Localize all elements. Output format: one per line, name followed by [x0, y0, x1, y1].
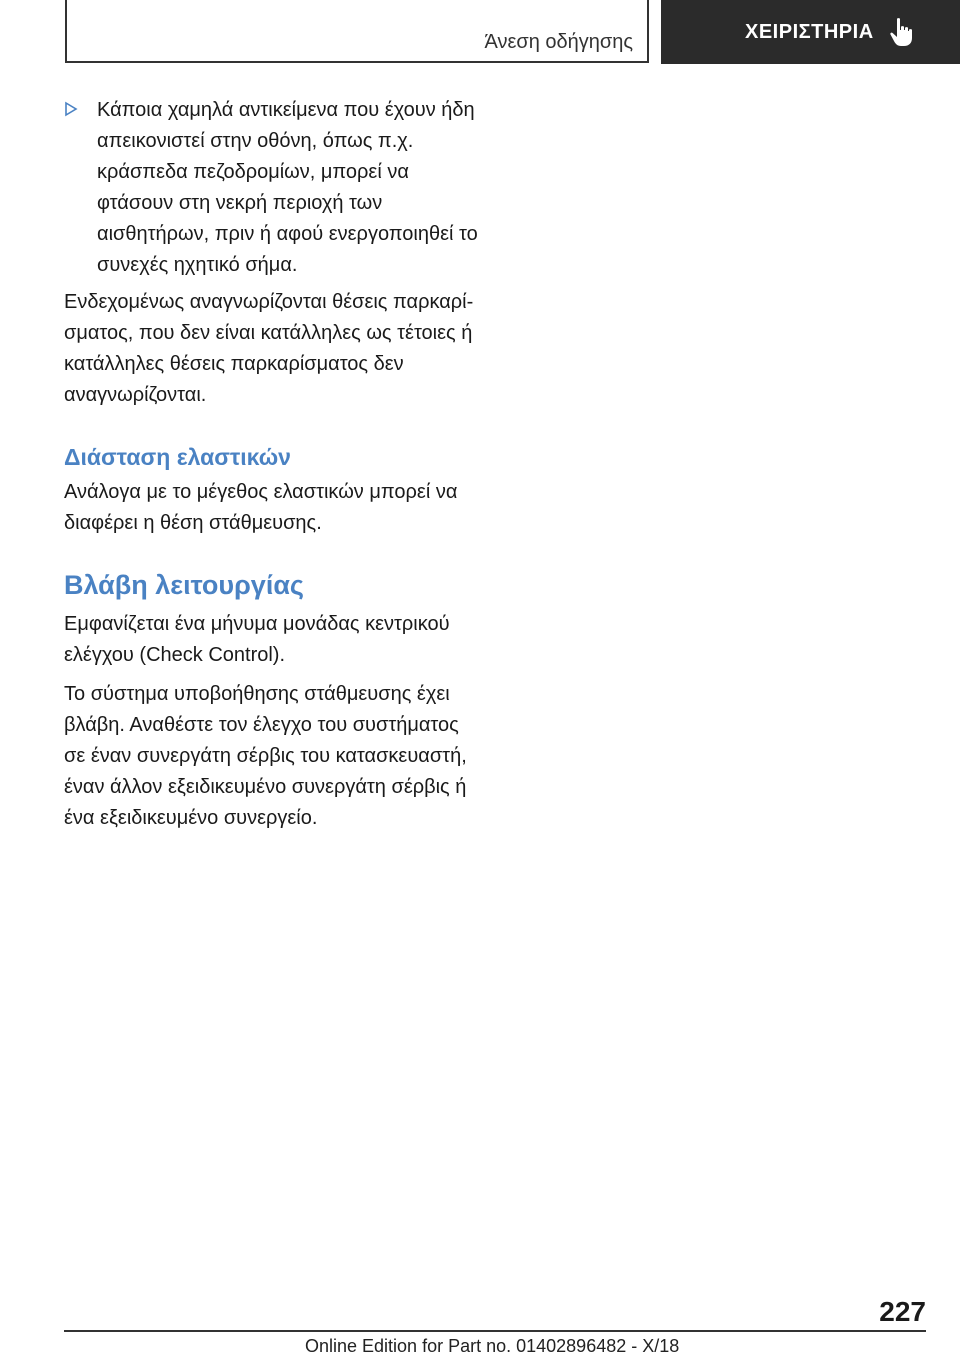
paragraph-malfunction-1: Εμφανίζεται ένα μήνυμα μονάδας κεντρικού ελέγχου (Check Control).: [64, 613, 450, 666]
subheading-tyre-size: Διάσταση ελαστικών: [64, 444, 291, 470]
chapter-tab-label: ΧΕΙΡΙΣΤΗΡΙΑ: [745, 20, 874, 43]
chapter-tab: [661, 0, 960, 64]
triangle-bullet-icon: [64, 101, 78, 117]
bullet-item: [64, 95, 484, 281]
paragraph-malfunction-2: Το σύστημα υποβοήθησης στάθμευσης έχει βλάβη. Αναθέστε τον έλεγχο του συστήματος σε έναν συνεργάτη σέρβις του κατασκευαστή, έναν άλλον εξειδικευμένο συνεργάτη σέρβις ή ένα εξειδικευμένο συνεργείο.: [64, 683, 467, 829]
paragraph-tyre-size: Ανάλογα με το μέγεθος ελαστικών μπορεί να διαφέρει η θέση στάθμευσης.: [64, 481, 458, 534]
section-title: Άνεση οδήγησης: [65, 0, 649, 63]
bullet-text: Κάποια χαμηλά αντικείμενα που έχουν ήδη απεικονιστεί στην οθόνη, όπως π.χ. κράσπεδα πεζοδρομίων, μπορεί να φτάσουν στη νεκρή περιοχή των αισθητήρων, πριν ή αφού ενεργοποιηθεί το συνεχές ηχητικό σήμα.: [97, 99, 478, 276]
heading-malfunction: Βλάβη λειτουργίας: [64, 570, 304, 600]
edition-footer: Online Edition for Part no. 01402896482 - X/18: [305, 1336, 680, 1356]
page-number: 227: [879, 1296, 926, 1327]
hand-pointer-icon: [888, 17, 914, 47]
main-content: [64, 95, 484, 842]
paragraph: Ενδεχομένως αναγνωρίζονται θέσεις παρκαρίσματος, που δεν είναι κατάλληλες ως τέτοιες ή κατάλληλες θέσεις παρκαρίσματος δεν αναγνωρίζονται.: [64, 291, 474, 406]
footer-divider: [64, 1330, 926, 1332]
page-header: [0, 0, 960, 66]
